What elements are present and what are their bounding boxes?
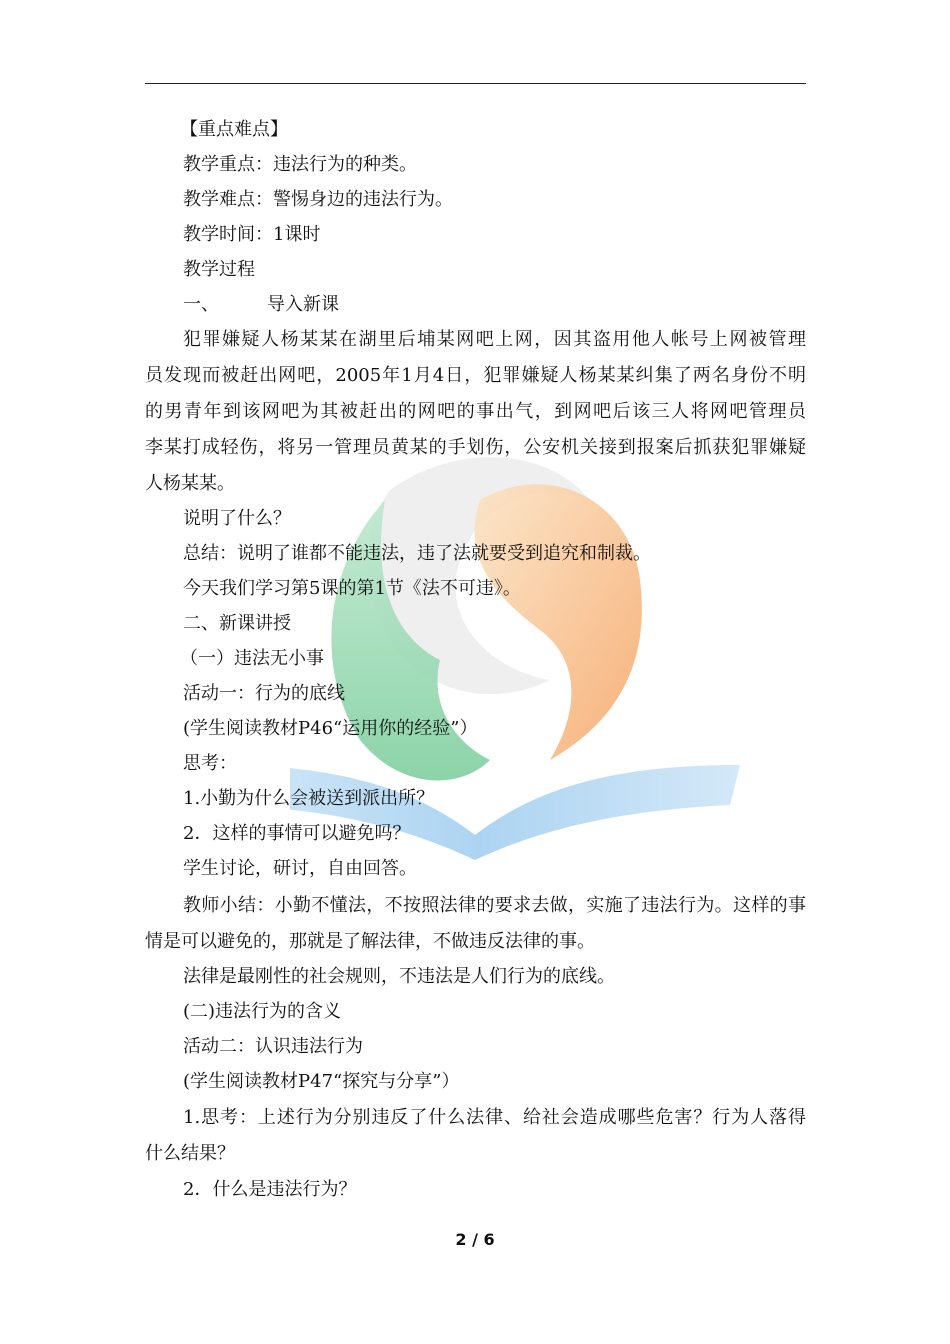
page-number: 2 / 6 — [455, 1230, 495, 1249]
teaching-focus: 教学重点：违法行为的种类。 — [183, 154, 417, 175]
reading-instruction: (学生阅读教材P46“运用你的经验”） — [183, 718, 478, 739]
think-label: 思考： — [183, 753, 237, 774]
subsection-heading: (二)违法行为的含义 — [183, 1001, 342, 1022]
think-question-line: 什么结果？ — [145, 1143, 235, 1164]
reading-instruction: (学生阅读教材P47“探究与分享”） — [183, 1071, 460, 1092]
case-paragraph-line: 的男青年到该网吧为其被赶出的网吧的事出气，到网吧后该三人将网吧管理员 — [145, 401, 806, 422]
case-paragraph-line: 李某打成轻伤，将另一管理员黄某的手划伤，公安机关接到报案后抓获犯罪嫌疑 — [145, 437, 806, 458]
question-item: 2．这样的事情可以避免吗？ — [183, 823, 411, 844]
question-line: 说明了什么？ — [183, 508, 291, 529]
think-question-line: 1.思考：上述行为分别违反了什么法律、给社会造成哪些危害？行为人落得 — [183, 1107, 806, 1128]
question-item: 2．什么是违法行为？ — [183, 1179, 357, 1200]
section-heading: 【重点难点】 — [180, 119, 288, 140]
watermark-orange-swirl — [475, 484, 642, 760]
header-rule — [145, 83, 806, 84]
teaching-difficulty: 教学难点：警惕身边的违法行为。 — [183, 189, 453, 210]
case-paragraph-line: 人杨某某。 — [145, 473, 235, 494]
case-paragraph-line: 员发现而被赶出网吧，2005年1月4日，犯罪嫌疑人杨某某纠集了两名身份不明 — [145, 365, 806, 386]
part-one-title: 导入新课 — [267, 294, 339, 315]
question-item: 1.小勤为什么会被送到派出所？ — [183, 788, 435, 809]
teacher-summary-line: 情是可以避免的，那就是了解法律，不做违反法律的事。 — [145, 931, 595, 952]
discussion-line: 学生讨论，研讨，自由回答。 — [183, 858, 417, 879]
activity-two-heading: 活动二：认识违法行为 — [183, 1036, 363, 1057]
part-two-heading: 二、新课讲授 — [183, 613, 291, 634]
case-paragraph-line: 犯罪嫌疑人杨某某在湖里后埔某网吧上网，因其盗用他人帐号上网被管理 — [183, 329, 806, 350]
lesson-intro-line: 今天我们学习第5课的第1节《法不可违》。 — [183, 578, 521, 599]
activity-one-heading: 活动一：行为的底线 — [183, 683, 345, 704]
teaching-process: 教学过程 — [183, 259, 255, 280]
part-one-number: 一、 — [183, 294, 219, 315]
teacher-summary-line: 教师小结：小勤不懂法，不按照法律的要求去做，实施了违法行为。这样的事 — [183, 895, 806, 916]
teaching-time: 教学时间：1课时 — [183, 224, 321, 245]
summary-line: 总结：说明了谁都不能违法，违了法就要受到追究和制裁。 — [183, 543, 651, 564]
subsection-heading: （一）违法无小事 — [180, 648, 324, 669]
law-statement: 法律是最刚性的社会规则，不违法是人们行为的底线。 — [183, 966, 615, 987]
part-one-heading — [183, 293, 339, 317]
